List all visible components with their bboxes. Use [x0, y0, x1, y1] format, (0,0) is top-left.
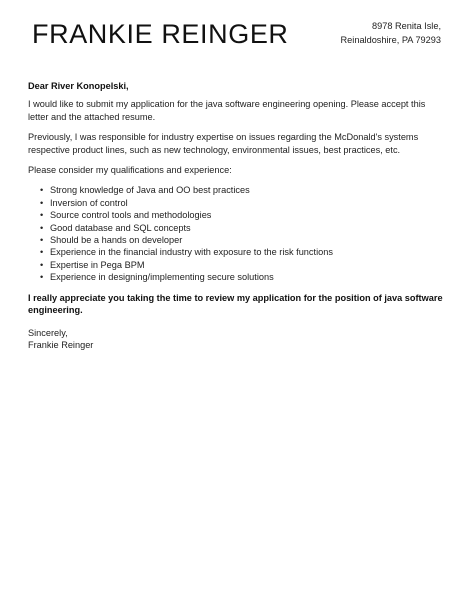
signature-name: Frankie Reinger: [28, 339, 94, 350]
bullet-icon: •: [40, 210, 44, 221]
list-item: [40, 209, 444, 221]
qualification-text: Experience in the financial industry with exposure to the risk functions: [50, 247, 333, 258]
qualification-text: Should be a hands on developer: [50, 235, 183, 246]
address-line-1: 8978 Renita Isle,: [372, 21, 441, 31]
qualification-text: Strong knowledge of Java and OO best practices: [50, 185, 250, 196]
qualification-text: Good database and SQL concepts: [50, 222, 191, 233]
signoff: Sincerely,: [28, 327, 68, 338]
applicant-address: [341, 19, 441, 47]
qualification-text: Inversion of control: [50, 197, 128, 208]
closing-statement: I really appreciate you taking the time to review my application for the position of java software engineering.: [28, 292, 443, 316]
intro-paragraph: I would like to submit my application for the java software engineering opening. Please accept this letter and the attached resume.: [28, 99, 426, 122]
address-line-2: Reinaldoshire, PA 79293: [340, 35, 441, 45]
list-item: [40, 222, 444, 234]
bullet-icon: •: [40, 222, 44, 233]
qualifications-intro: Please consider my qualifications and experience:: [28, 165, 232, 176]
bullet-icon: •: [40, 235, 44, 246]
list-item: [40, 197, 444, 209]
list-item: [40, 234, 444, 246]
qualification-text: Source control tools and methodologies: [50, 210, 212, 221]
qualification-text: Expertise in Pega BPM: [50, 259, 145, 270]
list-item: [40, 259, 444, 271]
bullet-icon: •: [40, 272, 44, 283]
applicant-name: FRANKIE REINGER: [32, 19, 289, 49]
qualification-text: Experience in designing/implementing secure solutions: [50, 272, 274, 283]
list-item: [40, 246, 444, 258]
salutation: Dear River Konopelski,: [28, 81, 129, 91]
bullet-icon: •: [40, 259, 44, 270]
qualifications-list: [28, 184, 444, 283]
bullet-icon: •: [40, 247, 44, 258]
list-item: [40, 271, 444, 283]
bullet-icon: •: [40, 185, 44, 196]
list-item: [40, 184, 444, 196]
letter-body: [28, 80, 444, 351]
experience-paragraph: Previously, I was responsible for industry expertise on issues regarding the McDonald's systems respective product lines, such as new technology, environmental issues, best practices, etc.: [28, 132, 419, 155]
bullet-icon: •: [40, 197, 44, 208]
